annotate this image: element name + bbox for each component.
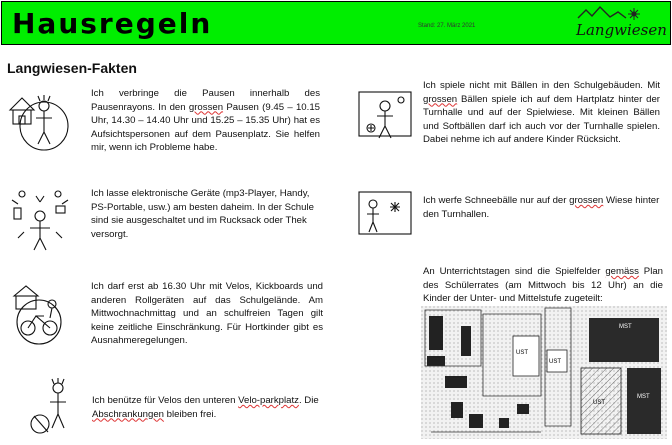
fact-balls-text: Ich spiele nicht mit Bällen in den Schulgebäuden. Mit — [423, 80, 660, 91]
site-plan-map — [421, 306, 667, 439]
fact-snowballs-text: Ich werfe Schneebälle nur auf der — [423, 195, 570, 206]
svg-text:MST: MST — [619, 324, 632, 330]
svg-text:UST: UST — [549, 359, 561, 365]
svg-text:UST: UST — [516, 350, 528, 356]
fact-playfields — [423, 265, 663, 306]
playfield-mst-2 — [627, 368, 661, 434]
bike-schoolyard-icon — [6, 282, 72, 348]
fact-recess-marked-word: grossen — [188, 101, 224, 113]
fact-bike-parking-text-end: bleiben frei. — [164, 408, 217, 420]
svg-text:UST: UST — [593, 400, 605, 406]
fact-bike-parking-text: Ich benütze für Velos den unteren — [92, 395, 239, 406]
playfield-ust-1 — [513, 336, 539, 376]
playfield-ust-2 — [547, 350, 567, 372]
logo-wordmark: Langwiesen — [576, 21, 667, 39]
fact-recess-text-cont: Pausen (9.45 – 10.15 Uhr, 14.30 – 14.40 Uhr und 15.25 – 15.35 Uhr) hat es Aufsichtspersonen auf dem Pausenplatz. Sie helfen mir, wenn ich Probleme habe. — [91, 101, 320, 154]
fact-snowballs — [423, 194, 663, 221]
fact-balls-text-cont: Bällen spiele ich auf dem Hartplatz hinter der Turnhalle und auf der Spielwiese. Mit kleinen Bällen und Softbällen darf ich auch vor der Turnhalle spielen. Dabei nehme ich auf andere Kinder Rücksicht. — [423, 93, 660, 146]
fact-bike-parking-text-cont: . Die — [298, 395, 319, 406]
fact-devices: Ich lasse elektronische Geräte (mp3-Player, Handy, PS-Portable, usw.) am besten daheim. In der Schule sind sie ausgeschaltet und im Rucksack oder Thek versorgt. — [91, 188, 314, 240]
bike-parking-icon — [26, 378, 76, 438]
section-title: Langwiesen-Fakten — [7, 60, 137, 76]
page-title: Hausregeln — [12, 7, 213, 40]
fact-bike-parking-marked-word-2: Abschrankungen — [92, 408, 165, 420]
playfield-ust-3 — [581, 368, 621, 434]
fact-playfields-text: An Unterrichtstagen sind die Spielfelder — [423, 266, 606, 277]
playfield-mst-1 — [589, 318, 659, 362]
fact-snowballs-text-cont: Wiese hinter den Turnhallen. — [423, 195, 660, 220]
fact-bike-parking — [92, 394, 324, 421]
fact-balls-marked-word: grossen — [423, 93, 458, 105]
school-logo — [570, 4, 668, 44]
header-banner — [1, 1, 671, 45]
revision-date: Stand: 27. März 2021 — [418, 23, 476, 29]
electronic-devices-icon — [8, 186, 72, 256]
recess-supervisor-icon — [6, 80, 72, 156]
fact-bike-parking-marked-word: Velo-parkplatz — [238, 395, 299, 406]
fact-playfields-marked-word: gemäss — [605, 266, 639, 277]
snowball-icon — [355, 188, 417, 238]
fact-bikes: Ich darf erst ab 16.30 Uhr mit Velos, Kickboards und anderen Rollgeräten auf das Schulgelände. Am Mittwochnachmittag und an schulfreien Tagen gilt keine zeitliche Einschränkung. Für Hortkinder gibt es Ausnahmeregelungen. — [91, 281, 323, 347]
fact-recess — [91, 87, 320, 155]
fact-snowballs-marked-word: grossen — [569, 195, 604, 206]
fact-playfields-text-cont: Plan des Schülerrates (am Mittwoch bis 12 Uhr) an die Kinder der Unter- und Mittelstufe zugeteilt: — [423, 266, 663, 305]
ball-playing-icon — [355, 84, 417, 150]
fact-recess-text: Ich verbringe die Pausen innerhalb des Pausenrayons. In den — [91, 88, 320, 113]
svg-text:MST: MST — [637, 394, 650, 400]
fact-balls — [423, 79, 660, 147]
